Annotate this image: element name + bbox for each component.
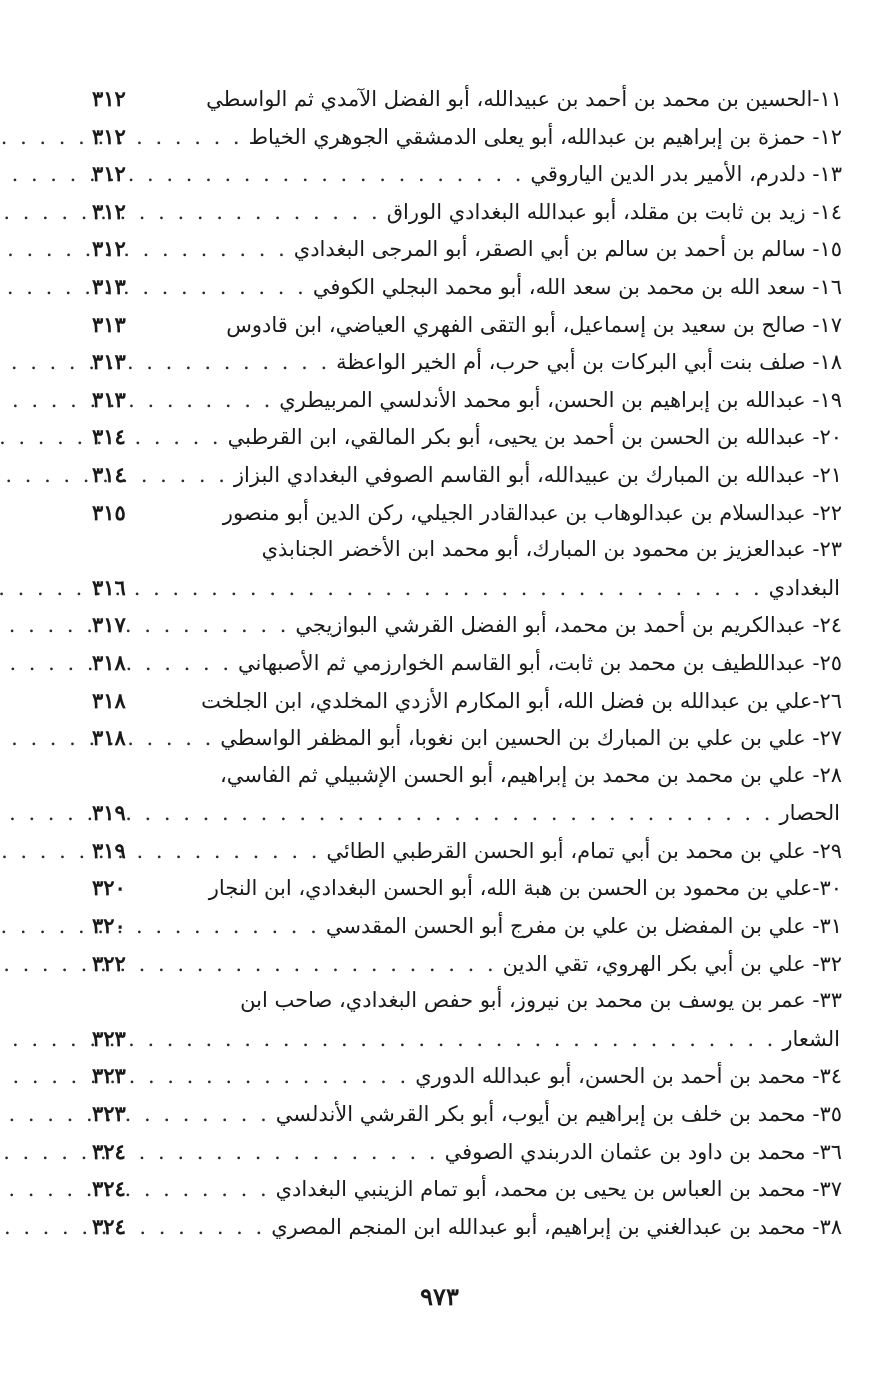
dot-leader: [144, 382, 273, 420]
dot-leader: [144, 457, 228, 495]
toc-page-number: ٣١٩: [92, 800, 126, 826]
toc-page-number: ٣٢٤: [92, 1138, 126, 1164]
toc-entry: [92, 418, 842, 456]
toc-entry-title: ٣٣- عمر بن يوسف بن محمد بن نيروز، أبو حفص البغدادي، صاحب ابن: [240, 988, 842, 1013]
toc-entry-title: ٣٦- محمد بن داود بن عثمان الدربندي الصوفي: [444, 1139, 842, 1164]
toc-entry-title: ٣٤- محمد بن أحمد بن الحسن، أبو عبدالله الدوري: [415, 1064, 842, 1089]
toc-page-number: ٣٢٣: [92, 1101, 126, 1127]
toc-entry-title: الحصار: [779, 801, 840, 826]
dot-leader: [144, 344, 330, 382]
toc-entry: [92, 531, 842, 569]
toc-page-number: ٣١٢: [92, 123, 126, 149]
toc-entry-title: ١٤- زيد بن ثابت بن مقلد، أبو عبدالله البغدادي الوراق: [386, 199, 842, 224]
toc-page-number: ٣١٤: [92, 461, 126, 487]
dot-leader: [144, 1171, 270, 1209]
dot-leader: [144, 194, 381, 232]
dot-leader: [144, 1096, 270, 1134]
toc-entry: [92, 907, 842, 945]
dot-leader: [144, 645, 232, 683]
toc-entry-continuation: [92, 569, 842, 607]
page-number: ٩٧٣: [420, 1282, 459, 1311]
toc-entry: [92, 80, 842, 118]
toc-entry: [92, 118, 842, 156]
toc-entry-continuation: [92, 1020, 842, 1058]
toc-entry-title: ١٥- سالم بن أحمد بن سالم بن أبي الصقر، أبو المرجى البغدادي: [293, 237, 842, 262]
toc-entry-title: ١٦- سعد الله بن محمد بن سعد الله، أبو محمد البجلي الكوفي: [312, 274, 842, 299]
toc-entry: [92, 155, 842, 193]
toc-entry: [92, 230, 842, 268]
toc-page-number: ٣٢٤: [92, 1176, 126, 1202]
toc-entry: [92, 719, 842, 757]
toc-entry: [92, 757, 842, 795]
toc-entry-title: الشعار: [782, 1026, 840, 1051]
table-of-contents: [92, 80, 842, 1245]
dot-leader: [144, 946, 497, 984]
dot-leader: [144, 269, 307, 307]
toc-page-number: ٣١٣: [92, 386, 126, 412]
toc-entry-title: ٢٨- علي بن محمد بن محمد بن إبراهيم، أبو الحسن الإشبيلي ثم الفاسي،: [220, 762, 842, 787]
toc-page-number: ٣٢٣: [92, 1025, 126, 1051]
dot-leader: [144, 119, 243, 157]
toc-entry-title: ٢٦-علي بن عبدالله بن فضل الله، أبو المكارم الأزدي المخلدي، ابن الجلخت: [201, 688, 842, 713]
dot-leader: [144, 795, 773, 833]
toc-page-number: ٣١٨: [92, 687, 126, 713]
dot-leader: [144, 833, 320, 871]
dot-leader: [144, 156, 524, 194]
toc-entry: [92, 1095, 842, 1133]
toc-entry-title: ٢٠- عبدالله بن الحسن بن أحمد بن يحيى، أبو بكر المالقي، ابن القرطبي: [227, 425, 842, 450]
toc-page-number: ٣١٣: [92, 349, 126, 375]
toc-entry: [92, 869, 842, 907]
toc-entry-title: ٣٠-علي بن محمود بن الحسن بن هبة الله، أبو الحسن البغدادي، ابن النجار: [208, 876, 842, 901]
toc-page-number: ٣١٢: [92, 86, 126, 111]
toc-page-number: ٣٢٠: [92, 875, 126, 901]
toc-entry-continuation: [92, 794, 842, 832]
toc-entry-title: البغدادي: [768, 575, 840, 600]
dot-leader: [144, 231, 288, 269]
toc-page-number: ٣٢٠: [92, 913, 126, 939]
toc-page-number: ٣١٨: [92, 649, 126, 675]
toc-entry: [92, 606, 842, 644]
toc-entry-title: ٣٧- محمد بن العباس بن يحيى بن محمد، أبو تمام الزينبي البغدادي: [275, 1177, 842, 1202]
toc-entry: [92, 494, 842, 532]
toc-entry-title: ٣١- علي بن المفضل بن علي بن مفرج أبو الحسن المقدسي: [325, 914, 842, 939]
toc-entry-title: ١٢- حمزة بن إبراهيم بن عبدالله، أبو يعلى الدمشقي الجوهري الخياط: [248, 124, 842, 149]
toc-entry-title: ٢١- عبدالله بن المبارك بن عبيدالله، أبو القاسم الصوفي البغدادي البزاز: [233, 462, 842, 487]
dot-leader: [144, 1134, 439, 1172]
toc-page-number: ٣٢٤: [92, 1213, 126, 1239]
toc-entry: [92, 456, 842, 494]
toc-page-number: ٣١٢: [92, 236, 126, 262]
toc-entry: [92, 682, 842, 720]
toc-entry: [92, 343, 842, 381]
toc-page-number: ٣١٢: [92, 198, 126, 224]
toc-entry-title: ٢٥- عبداللطيف بن محمد بن ثابت، أبو القاسم الخوارزمي ثم الأصبهاني: [238, 650, 842, 675]
toc-entry-title: ١٨- صلف بنت أبي البركات بن أبي حرب، أم الخير الواعظة: [336, 350, 842, 375]
dot-leader: [144, 908, 320, 946]
toc-page-number: ٣١٦: [92, 574, 126, 600]
toc-page-number: ٣٢٢: [92, 950, 126, 976]
toc-entry: [92, 982, 842, 1020]
toc-entry-title: ٣٢- علي بن أبي بكر الهروي، تقي الدين: [502, 951, 842, 976]
dot-leader: [144, 570, 763, 608]
toc-page-number: ٣١٨: [92, 725, 126, 751]
toc-page-number: ٣١٩: [92, 837, 126, 863]
toc-entry: [92, 381, 842, 419]
toc-page-number: ٣١٧: [92, 612, 126, 638]
toc-entry: [92, 306, 842, 344]
toc-entry-title: ٢٧- علي بن علي بن المبارك بن الحسين ابن نغوبا، أبو المظفر الواسطي: [220, 726, 842, 751]
dot-leader: [144, 720, 214, 758]
dot-leader: [144, 1058, 409, 1096]
toc-entry: [92, 268, 842, 306]
toc-entry-title: ٢٩- علي بن محمد بن أبي تمام، أبو الحسن القرطبي الطائي: [326, 838, 842, 863]
dot-leader: [144, 1021, 776, 1059]
dot-leader: [144, 607, 289, 645]
toc-entry-title: ٣٥- محمد بن خلف بن إبراهيم بن أيوب، أبو بكر القرشي الأندلسي: [275, 1102, 842, 1127]
toc-entry: [92, 193, 842, 231]
toc-page-number: ٣٢٣: [92, 1063, 126, 1089]
dot-leader: [144, 1209, 265, 1247]
toc-entry-title: ٢٢- عبدالسلام بن عبدالوهاب بن عبدالقادر الجيلي، ركن الدين أبو منصور: [222, 500, 842, 525]
toc-entry-title: ١٧- صالح بن سعيد بن إسماعيل، أبو التقى الفهري العياضي، ابن قادوس: [226, 312, 842, 337]
toc-entry: [92, 1208, 842, 1246]
toc-page-number: ٣١٣: [92, 311, 126, 337]
toc-entry-title: ١٣- دلدرم، الأمير بدر الدين الياروقي: [530, 162, 842, 187]
toc-page-number: ٣١٢: [92, 161, 126, 187]
toc-entry: [92, 1133, 842, 1171]
toc-entry-title: ٢٣- عبدالعزيز بن محمود بن المبارك، أبو محمد ابن الأخضر الجنابذي: [261, 537, 842, 562]
toc-entry: [92, 1170, 842, 1208]
toc-entry-title: ١٩- عبدالله بن إبراهيم بن الحسن، أبو محمد الأندلسي المربيطري: [279, 387, 842, 412]
toc-entry-title: ١١-الحسين بن محمد بن أحمد بن عبيدالله، أبو الفضل الآمدي ثم الواسطي: [206, 87, 842, 111]
toc-entry: [92, 945, 842, 983]
dot-leader: [144, 419, 222, 457]
toc-page-number: ٣١٣: [92, 273, 126, 299]
toc-entry-title: ٢٤- عبدالكريم بن أحمد بن محمد، أبو الفضل القرشي البوازيجي: [295, 613, 842, 638]
toc-entry: [92, 832, 842, 870]
toc-entry: [92, 1057, 842, 1095]
toc-entry-title: ٣٨- محمد بن عبدالغني بن إبراهيم، أبو عبدالله ابن المنجم المصري: [271, 1214, 842, 1239]
toc-page-number: ٣١٥: [92, 499, 126, 525]
toc-entry: [92, 644, 842, 682]
toc-page-number: ٣١٤: [92, 424, 126, 450]
